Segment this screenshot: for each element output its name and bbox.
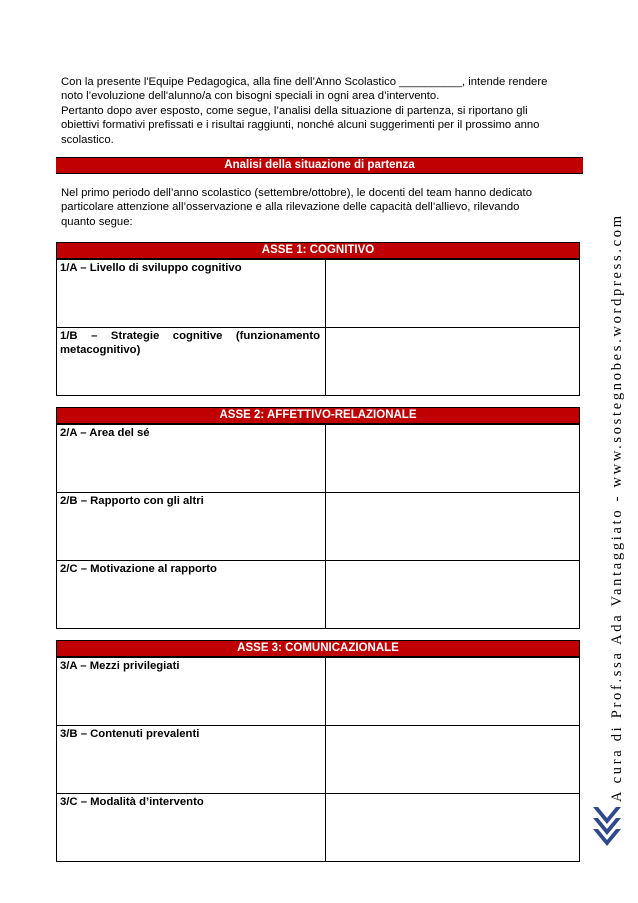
sidebar-credit — [593, 210, 633, 802]
table-row — [57, 260, 580, 328]
row-label: 3/A – Mezzi privilegiati — [57, 658, 326, 726]
asse-1-section — [56, 242, 580, 396]
row-value-field[interactable] — [326, 493, 580, 561]
row-label: 2/B – Rapporto con gli altri — [57, 493, 326, 561]
row-label: 1/B – Strategie cognitive (funzionamento metacognitivo) — [57, 328, 326, 396]
row-value-field[interactable] — [326, 328, 580, 396]
asse-2-table — [56, 424, 580, 629]
intro-line: Pertanto dopo aver esposto, come segue, l’analisi della situazione di partenza, si riportano gli — [61, 104, 528, 117]
row-value-field[interactable] — [326, 794, 580, 862]
row-value-field[interactable] — [326, 260, 580, 328]
table-row — [57, 794, 580, 862]
asse-1-table — [56, 259, 580, 396]
intro-line: Con la presente l'Equipe Pedagogica, alla fine dell’Anno Scolastico __________, intende rendere — [61, 76, 548, 88]
asse-2-header: ASSE 2: AFFETTIVO-RELAZIONALE — [56, 407, 580, 424]
row-label: 1/A – Livello di sviluppo cognitivo — [57, 260, 326, 328]
row-label: 2/C – Motivazione al rapporto — [57, 561, 326, 629]
asse-3-table — [56, 657, 580, 862]
asse-2-section — [56, 407, 580, 629]
table-row — [57, 493, 580, 561]
intro-paragraph — [61, 75, 579, 147]
triple-chevron-down-icon — [592, 806, 622, 853]
table-row — [57, 726, 580, 794]
analysis-header: Analisi della situazione di partenza — [56, 157, 583, 174]
table-row — [57, 328, 580, 396]
table-row — [57, 658, 580, 726]
intro-line: scolastico. — [61, 133, 114, 146]
first-period-line: quanto segue: — [61, 215, 133, 228]
first-period-paragraph — [61, 186, 579, 229]
row-label: 2/A – Area del sé — [57, 425, 326, 493]
asse-3-section — [56, 640, 580, 862]
sidebar-credit-text: A cura di Prof.ssa Ada Vantaggiato - www.sostegnobes.wordpress.com — [609, 216, 625, 802]
intro-line: noto l’evoluzione dell'alunno/a con bisogni speciali in ogni area d’intervento. — [61, 90, 440, 103]
first-period-line: particolare attenzione all’osservazione e alla rilevazione delle capacità dell’allievo, rilevando — [61, 201, 520, 214]
table-row — [57, 561, 580, 629]
table-row — [57, 425, 580, 493]
row-value-field[interactable] — [326, 425, 580, 493]
row-label: 3/B – Contenuti prevalenti — [57, 726, 326, 794]
first-period-line: Nel primo periodo dell’anno scolastico (settembre/ottobre), le docenti del team hanno dedicato — [61, 187, 532, 199]
row-value-field[interactable] — [326, 561, 580, 629]
asse-3-header: ASSE 3: COMUNICAZIONALE — [56, 640, 580, 657]
intro-line: obiettivi formativi prefissati e i risultai raggiunti, nonché alcuni suggerimenti per il prossimo anno — [61, 119, 540, 132]
row-value-field[interactable] — [326, 726, 580, 794]
row-label: 3/C – Modalità d’intervento — [57, 794, 326, 862]
row-value-field[interactable] — [326, 658, 580, 726]
asse-1-header: ASSE 1: COGNITIVO — [56, 242, 580, 259]
